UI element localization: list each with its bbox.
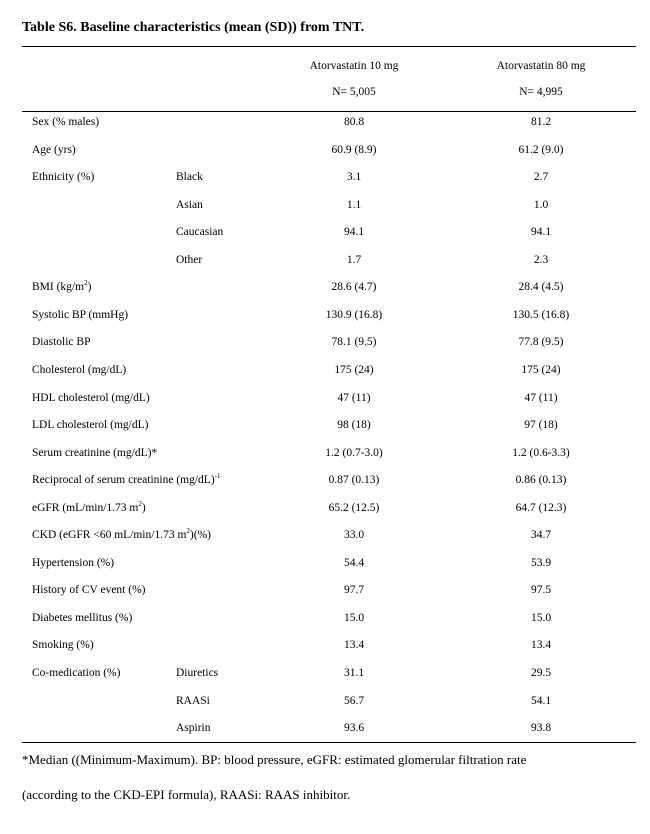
col-header-atorva-10: Atorvastatin 10 mg	[309, 60, 399, 72]
cell-atorva-80: 81.2	[530, 116, 552, 128]
cell-atorva-10: 65.2 (12.5)	[328, 501, 380, 514]
row-label	[32, 279, 91, 295]
cell-atorva-80: 130.5 (16.8)	[512, 308, 570, 321]
row-sublabel: Aspirin	[176, 722, 211, 735]
cell-atorva-10: 130.9 (16.8)	[325, 308, 383, 321]
cell-atorva-80: 34.7	[530, 529, 552, 542]
cell-atorva-10: 175 (24)	[334, 363, 374, 376]
row-label-suffix: )(%)	[189, 529, 211, 542]
table-row	[0, 445, 650, 473]
row-label	[32, 307, 128, 323]
row-label-text: BMI (kg/m	[32, 281, 85, 294]
table-row	[0, 417, 650, 445]
col-n-atorva-80: N= 4,995	[519, 86, 563, 98]
row-label-superscript: 2	[186, 527, 190, 536]
table-row	[0, 637, 650, 665]
row-label-text: Co-medication (%)	[32, 667, 121, 679]
cell-atorva-80: 77.8 (9.5)	[518, 336, 564, 349]
cell-atorva-10: 1.2 (0.7-3.0)	[325, 446, 383, 459]
row-label-text: Reciprocal of serum creatinine (mg/dL)	[32, 474, 215, 487]
row-label-text: eGFR (mL/min/1.73 m	[32, 501, 139, 514]
table-row	[0, 114, 650, 142]
row-label	[32, 637, 94, 653]
row-sublabel: Caucasian	[176, 226, 224, 239]
cell-atorva-80: 2.3	[533, 253, 549, 266]
row-label	[32, 362, 126, 378]
cell-atorva-10: 54.4	[343, 556, 365, 569]
cell-atorva-80: 28.4 (4.5)	[518, 281, 564, 294]
cell-atorva-10: 94.1	[343, 226, 365, 239]
footnote-line-1: *Median ((Minimum-Maximum). BP: blood pressure, eGFR: estimated glomerular filtration rate	[22, 752, 527, 767]
cell-atorva-80: 1.0	[533, 198, 549, 211]
row-label	[32, 610, 132, 626]
cell-atorva-10: 3.1	[346, 171, 362, 184]
row-label-text: Ethnicity (%)	[32, 171, 95, 184]
table-row	[0, 279, 650, 307]
row-label	[32, 665, 120, 681]
row-label-text: CKD (eGFR <60 mL/min/1.73 m	[32, 529, 187, 542]
col-n-atorva-10: N= 5,005	[332, 86, 376, 98]
table-row	[0, 472, 650, 500]
cell-atorva-10: 28.6 (4.7)	[331, 281, 377, 294]
cell-atorva-80: 97 (18)	[524, 419, 558, 432]
cell-atorva-80: 29.5	[530, 667, 552, 679]
row-label-superscript: 2	[84, 279, 88, 288]
table-row	[0, 224, 650, 252]
cell-atorva-80: 2.7	[533, 171, 549, 184]
row-sublabel: Other	[176, 253, 203, 266]
row-sublabel: RAASi	[176, 694, 210, 707]
cell-atorva-80: 64.7 (12.3)	[515, 501, 567, 514]
cell-atorva-10: 0.87 (0.13)	[328, 474, 380, 487]
cell-atorva-10: 1.1	[346, 198, 362, 211]
row-label-text: Sex (% males)	[32, 116, 100, 128]
row-label-superscript: -1	[214, 472, 221, 481]
header-rule	[22, 111, 636, 112]
cell-atorva-80: 13.4	[530, 639, 552, 652]
table-row	[0, 527, 650, 555]
cell-atorva-80: 93.8	[530, 722, 552, 735]
cell-atorva-10: 78.1 (9.5)	[331, 336, 377, 349]
table-row	[0, 500, 650, 528]
row-label-text: Hypertension (%)	[32, 556, 115, 569]
row-label	[32, 417, 148, 433]
row-label	[32, 169, 94, 185]
cell-atorva-80: 1.2 (0.6-3.3)	[512, 446, 570, 459]
row-label-suffix: )	[87, 281, 92, 294]
row-label-superscript: 2	[138, 499, 142, 508]
cell-atorva-10: 97.7	[343, 584, 365, 597]
row-sublabel: Diuretics	[176, 667, 219, 679]
row-label-suffix: )	[141, 501, 146, 514]
cell-atorva-10: 93.6	[343, 722, 365, 735]
table-row	[0, 582, 650, 610]
cell-atorva-10: 1.7	[346, 253, 362, 266]
cell-atorva-80: 47 (11)	[524, 391, 558, 404]
cell-atorva-80: 15.0	[530, 611, 552, 624]
row-label	[32, 445, 157, 461]
cell-atorva-80: 53.9	[530, 556, 552, 569]
row-label-text: Smoking (%)	[32, 639, 94, 652]
row-label	[32, 500, 146, 516]
cell-atorva-10: 13.4	[343, 639, 365, 652]
row-label	[32, 555, 114, 571]
top-rule	[22, 46, 636, 47]
row-label-text: Diabetes mellitus (%)	[32, 611, 133, 624]
row-label-text: HDL cholesterol (mg/dL)	[32, 391, 150, 404]
table-row	[0, 142, 650, 170]
table-row	[0, 307, 650, 335]
table-row	[0, 555, 650, 583]
row-label-text: Age (yrs)	[32, 143, 76, 156]
table-title: Table S6. Baseline characteristics (mean (SD)) from TNT.	[22, 20, 365, 35]
cell-atorva-80: 0.86 (0.13)	[515, 474, 567, 487]
table-row	[0, 252, 650, 280]
row-label	[32, 142, 76, 158]
cell-atorva-10: 31.1	[343, 667, 365, 679]
table-row	[0, 169, 650, 197]
row-label-text: Diastolic BP	[32, 336, 91, 349]
footnote-line-2: (according to the CKD-EPI formula), RAASi: RAAS inhibitor.	[22, 787, 351, 802]
row-label-text: History of CV event (%)	[32, 584, 146, 597]
cell-atorva-10: 47 (11)	[337, 391, 371, 404]
cell-atorva-10: 60.9 (8.9)	[331, 143, 377, 156]
cell-atorva-10: 33.0	[343, 529, 365, 542]
table-row	[0, 362, 650, 390]
row-sublabel: Black	[176, 171, 203, 184]
table-row	[0, 610, 650, 638]
cell-atorva-80: 175 (24)	[521, 363, 561, 376]
cell-atorva-80: 61.2 (9.0)	[518, 143, 564, 156]
table-row	[0, 390, 650, 418]
cell-atorva-80: 54.1	[530, 694, 552, 707]
table-row	[0, 693, 650, 721]
row-label	[32, 114, 99, 130]
row-label-text: Systolic BP (mmHg)	[32, 308, 129, 321]
bottom-rule	[22, 742, 636, 743]
row-label	[32, 390, 150, 406]
row-label	[32, 527, 211, 543]
cell-atorva-10: 15.0	[343, 611, 365, 624]
row-label-text: Cholesterol (mg/dL)	[32, 363, 127, 376]
row-sublabel: Asian	[176, 198, 203, 211]
row-label	[32, 582, 146, 598]
row-label-text: Serum creatinine (mg/dL)*	[32, 446, 158, 459]
table-row	[0, 720, 650, 748]
cell-atorva-80: 97.5	[530, 584, 552, 597]
row-label	[32, 334, 90, 350]
cell-atorva-10: 98 (18)	[337, 419, 371, 432]
cell-atorva-80: 94.1	[530, 226, 552, 239]
row-label-text: LDL cholesterol (mg/dL)	[32, 419, 149, 432]
cell-atorva-10: 80.8	[343, 116, 365, 128]
col-header-atorva-80: Atorvastatin 80 mg	[496, 60, 586, 72]
row-label	[32, 472, 221, 488]
table-row	[0, 334, 650, 362]
table-row	[0, 197, 650, 225]
cell-atorva-10: 56.7	[343, 694, 365, 707]
table-row	[0, 665, 650, 693]
